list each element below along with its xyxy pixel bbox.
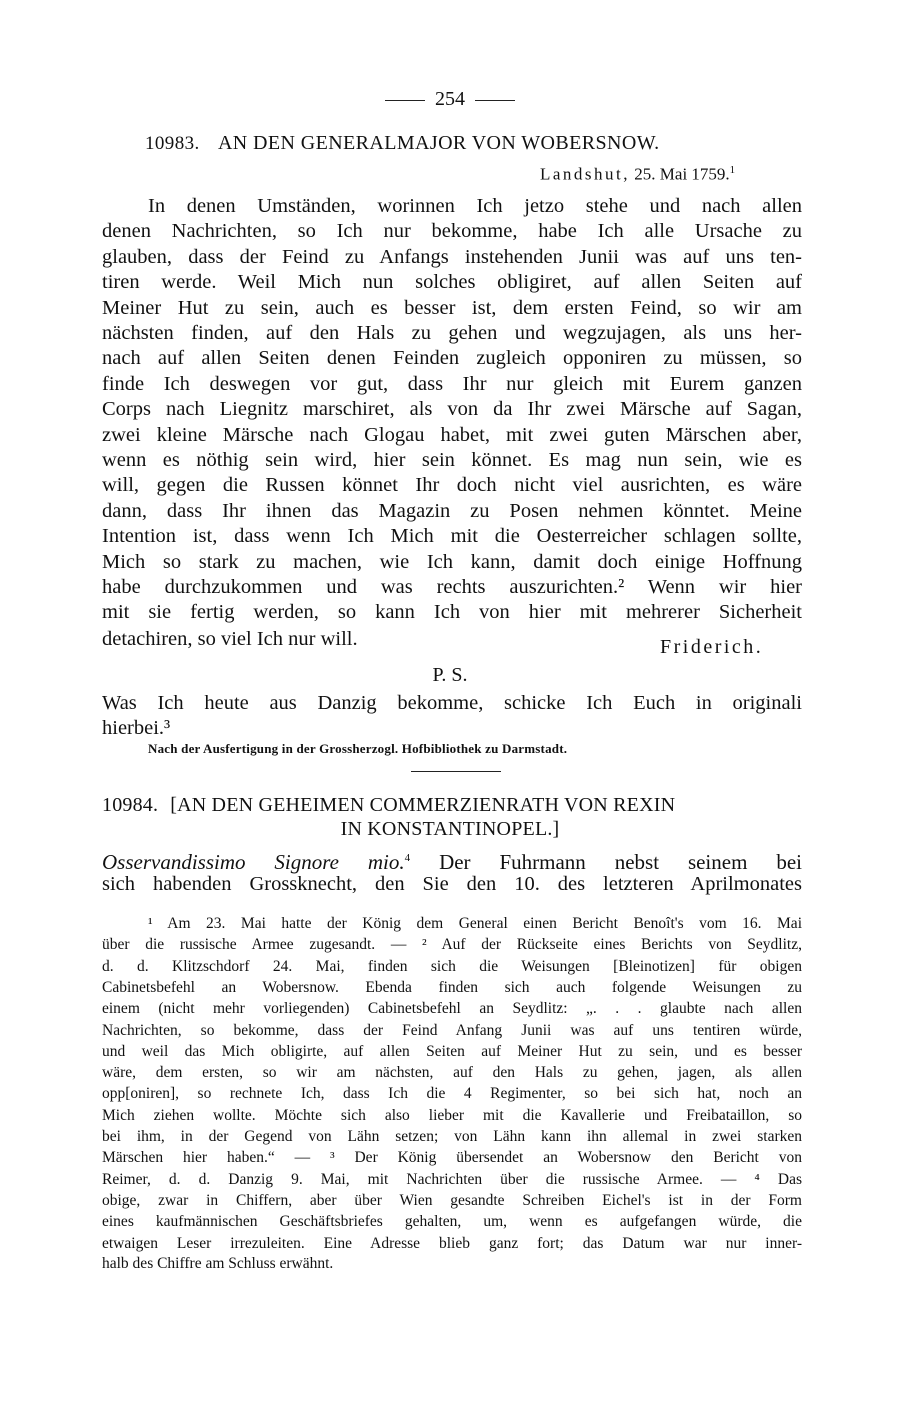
footnote-line: und weil das Mich obligirte, auf allen Seiten auf Meiner Hut zu sein, und es besser — [102, 1042, 802, 1060]
footnote-line: eines kaufmännischen Geschäftsbriefes gehalten, um, wenn es aufgefangen würde, die — [102, 1213, 802, 1231]
letter-body-line: In denen Umständen, worinnen Ich jetzo stehe und nach allen — [148, 195, 802, 217]
letter2-heading — [102, 794, 802, 817]
letter2-first-line — [102, 846, 802, 875]
letter-place: Landshut, — [540, 164, 631, 184]
date-footnote-ref: 1 — [729, 164, 736, 176]
footnote-line: Reimer, d. d. Danzig 9. Mai, mit Nachrichten über die russische Armee. — ⁴ Das — [102, 1170, 802, 1188]
footnote-line: ¹ Am 23. Mai hatte der König dem General einen Bericht Benoît's vom 16. Mai — [148, 915, 802, 932]
footnote-line: Nachrichten, so bekomme, dass der Feind Anfang Junii was auf uns tentiren würde, — [102, 1021, 802, 1039]
footnote-last-line: halb des Chiffre am Schluss erwähnt. — [102, 1255, 334, 1272]
letter-body-line: dann, dass Ihr ihnen das Magazin zu Posen nehmen könntet. Meine — [102, 499, 802, 522]
letter2-second-line: sich habenden Grossknecht, den Sie den 10. des letzteren Aprilmonates — [102, 873, 802, 895]
letter-title: AN DEN GENERALMAJOR VON WOBERSNOW. — [217, 132, 660, 154]
letter-body-line: Meiner Hut zu sein, auch es besser ist, dem ersten Feind, so wir am — [102, 296, 802, 319]
footnote-line: bei ihm, in der Gegend von Lähn setzen; von Lähn kann ihn allemal in zwei starken — [102, 1128, 802, 1145]
footnote-line: einem (nicht mehr vorliegenden) Cabinetsbefehl an Seydlitz: „. . . glaubte nach allen — [102, 1000, 802, 1018]
letter-body-line: nach auf allen Seiten denen Feinden zugleich opponiren zu müssen, so — [102, 347, 802, 370]
letter-body-line: Corps nach Liegnitz marschiret, als von da Ihr zwei Märsche auf Sagan, — [102, 398, 802, 421]
letter-last-line: detachiren, so viel Ich nur will. — [102, 628, 358, 650]
letter-place-date — [540, 164, 735, 185]
signature: Friderich. — [660, 636, 764, 658]
footnote-line: obige, zwar in Chiffern, aber über Wien gesandte Schreiben Eichel's ist in der Form — [102, 1191, 802, 1209]
letter-body-line: Mich so stark zu machen, wie Ich kann, damit doch einige Hoffnung — [102, 550, 802, 573]
letter2-title-line2: IN KONSTANTINOPEL.] — [340, 818, 560, 840]
footnote-line: Märschen hier haben.“ — ³ Der König übersendet an Wobersnow den Bericht von — [102, 1149, 802, 1167]
letter-body-line: will, gegen die Russen könnet Ihr doch nicht viel ausrichten, es wäre — [102, 474, 802, 497]
footnote-line: über die russische Armee zugesandt. — ² Auf der Rückseite eines Berichts von Seydlitz, — [102, 936, 802, 954]
letter-body-line: tiren werde. Weil Mich nun solches obligiret, auf allen Seiten auf — [102, 271, 802, 294]
letter-body-line: denen Nachrichten, so Ich nur bekomme, habe Ich alle Ursache zu — [102, 220, 802, 243]
section-divider — [411, 771, 501, 772]
page-number — [0, 88, 900, 111]
page-number-dash-right — [475, 100, 515, 101]
footnote-line: wäre, dem ersten, so wir am nächsten, auf den Hals zu gehen, jagen, als allen — [102, 1064, 802, 1082]
letter-date: 25. Mai 1759. — [634, 164, 730, 184]
footnote-line: etwaigen Leser irrezuleiten. Eine Adresse blieb ganz fort; das Datum war nur inner- — [102, 1234, 802, 1252]
postscript-heading: P. S. — [432, 664, 468, 686]
letter-body-line: zwei kleine Märsche nach Glogau habet, mit zwei guten Märschen aber, — [102, 423, 802, 446]
salutation-footnote-ref: 4 — [404, 852, 411, 864]
letter2-number: 10984. — [102, 794, 159, 816]
footnote-line: d. d. Klitzschdorf 24. Mai, finden sich die Weisungen [Bleinotizen] für obigen — [102, 957, 802, 975]
letter-body-line: mit sie fertig werden, so kann Ich von hier mit mehrerer Sicherheit — [102, 601, 802, 624]
footnote-line: Cabinetsbefehl an Wobersnow. Ebenda finden sich auch folgende Weisungen zu — [102, 978, 802, 996]
postscript-line: Was Ich heute aus Danzig bekomme, schicke Ich Euch in originali — [102, 692, 802, 714]
letter-number: 10983. — [145, 133, 200, 154]
footnote-line: opp[oniren], so rechnete Ich, dass Ich die 4 Regimenter, so bei sich hat, noch an — [102, 1085, 802, 1103]
postscript-last-line: hierbei.³ — [102, 717, 171, 739]
letter-body-line: finde Ich deswegen vor gut, dass Ihr nur gleich mit Eurem ganzen — [102, 372, 802, 395]
page-number-dash-left — [385, 100, 425, 101]
letter-body-line: nächsten finden, auf den Hals zu gehen und wegzujagen, als uns her- — [102, 322, 802, 344]
letter-heading — [145, 132, 805, 155]
letter-body-line: habe durchzukommen und was rechts auszurichten.² Wenn wir hier — [102, 576, 802, 598]
letter-body-line: Intention ist, dass wenn Ich Mich mit die Oesterreicher schlagen sollte, — [102, 525, 802, 548]
page-number-text: 254 — [435, 88, 465, 110]
salutation: Osservandissimo Signore mio. — [102, 850, 405, 874]
letter2-line1-rest: Der Fuhrmann nebst seinem bei — [439, 850, 802, 874]
letter-body-line: wenn es nöthig sein wird, hier sein könnet. Es mag nun sein, wie es — [102, 449, 802, 471]
footnote-line: Mich ziehen wollte. Möchte sich also lieber mit die Kavallerie und Freibataillon, so — [102, 1106, 802, 1124]
source-note: Nach der Ausfertigung in der Grossherzogl. Hofbibliothek zu Darmstadt. — [148, 741, 568, 756]
letter-body-line: glauben, dass der Feind zu Anfangs instehenden Junii was auf uns ten- — [102, 245, 802, 268]
letter2-title-line1: [AN DEN GEHEIMEN COMMERZIENRATH VON REXIN — [170, 794, 676, 816]
